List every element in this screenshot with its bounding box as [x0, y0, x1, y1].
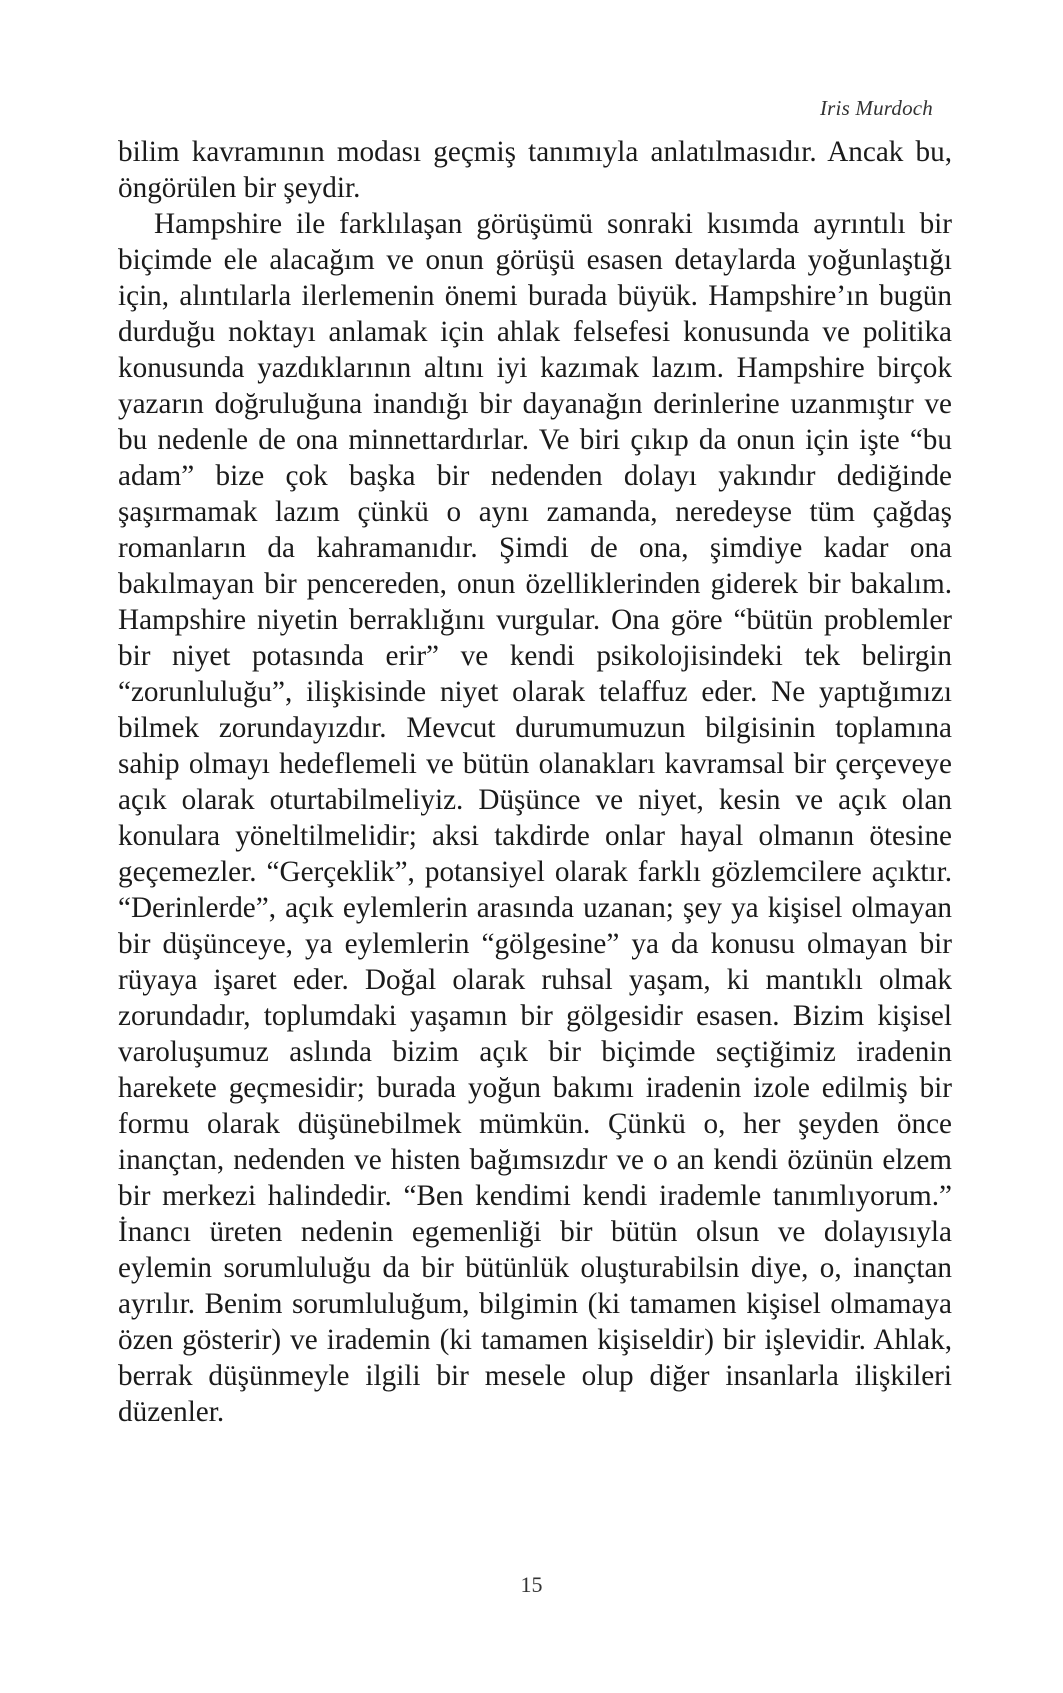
paragraph-main: Hampshire ile farklılaşan görüşümü sonraki kısımda ayrıntılı bir biçimde ele alacağım ve onun görüşü esasen detaylarda yoğunlaştığı için, alıntılarla ilerlemenin önemi burada büyük. Hampshire’ın bugün durduğu noktayı anlamak için ahlak felsefesi konusunda ve politika konusunda yazdıklarının altını iyi kazımak lazım. Hampshire birçok yazarın doğruluğuna inandığı bir dayanağın derinlerine uzanmıştır ve bu nedenle de ona minnettardırlar. Ve biri çıkıp da onun için işte “bu adam” bize çok başka bir nedenden dolayı yakındır dediğinde şaşırmamak lazım çünkü o aynı zamanda, neredeyse tüm çağdaş romanların da kahramanıdır. Şimdi de ona, şimdiye kadar ona bakılmayan bir pencereden, onun özelliklerinden giderek bir bakalım. Hampshire niyetin berraklığını vurgular. Ona göre “bütün problemler bir niyet potasında erir” ve kendi psikolojisindeki tek belirgin “zorunluluğu”, ilişkisinde niyet olarak telaffuz eder. Ne yaptığımızı bilmek zorundayızdır. Mevcut durumumuzun bilgisinin toplamına sahip olmayı hedeflemeli ve bütün olanakları kavramsal bir çerçeveye açık olarak oturtabilmeliyiz. Düşünce ve niyet, kesin ve açık olan konulara yöneltilmelidir; aksi takdirde onlar hayal olmanın ötesine geçemezler. “Gerçeklik”, potansiyel olarak farklı gözlemcilere açıktır. “Derinlerde”, açık eylemlerin arasında uzanan; şey ya kişisel olmayan bir düşünceye, ya eylemlerin “gölgesine” ya da konusu olmayan bir rüyaya işaret eder. Doğal olarak ruhsal yaşam, ki mantıklı olmak zorundadır, toplumdaki yaşamın bir gölgesidir esasen. Bizim kişisel varoluşumuz aslında bizim açık bir biçimde seçtiğimiz iradenin harekete geçmesidir; burada yoğun bakımı iradenin izole edilmiş bir formu olarak düşünebilmek mümkün. Çünkü o, her şeyden önce inançtan, nedenden ve histen bağımsızdır ve o an kendi özünün elzem bir merkezi halindedir. “Ben kendimi kendi irademle tanımlıyorum.” İnancı üreten nedenin egemenliği bir bütün olsun ve dolayısıyla eylemin sorumluluğu da bir bütünlük oluşturabilsin diye, o, inançtan ayrılır. Benim sorumluluğum, bilgimin (ki tamamen kişisel olmamaya özen gösterir) ve irademin (ki tamamen kişiseldir) bir işlevidir. Ahlak, berrak düşünmeyle ilgili bir mesele olup diğer insanlarla ilişkileri düzenler. [118, 208, 952, 1428]
body-text [118, 134, 952, 1430]
running-header-author: Iris Murdoch [819, 96, 933, 120]
paragraph-continued: bilim kavramının modası geçmiş tanımıyla anlatılmasıdır. Ancak bu, öngörülen bir şeydir. [118, 136, 952, 204]
page-number: 15 [520, 1572, 543, 1597]
